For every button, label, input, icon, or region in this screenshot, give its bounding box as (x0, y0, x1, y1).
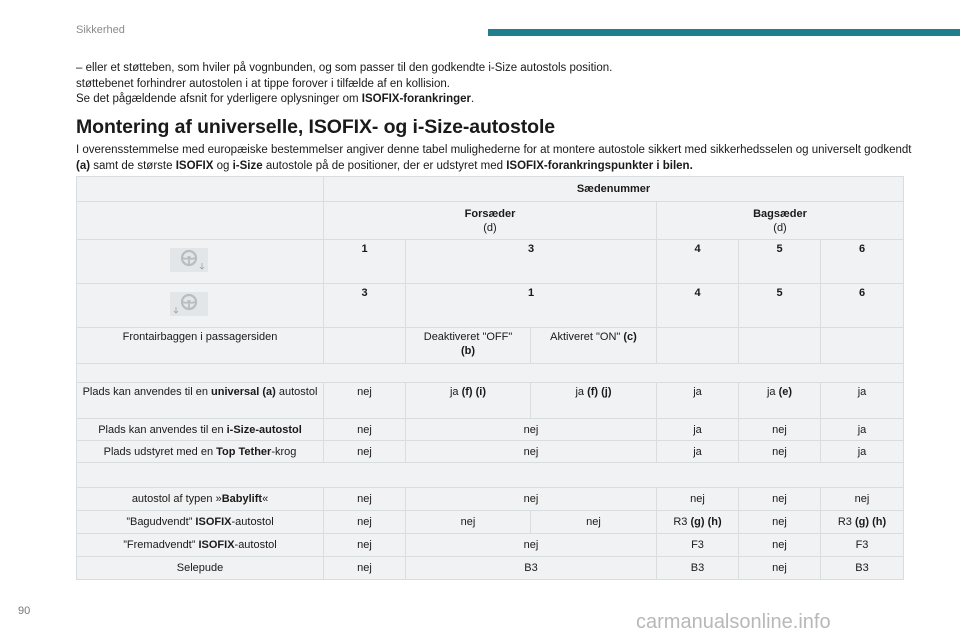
empty-cell (821, 328, 904, 364)
value-cell: nej (324, 557, 406, 580)
value-cell: ja (821, 419, 904, 441)
value-cell: nej (739, 488, 821, 511)
section-header: Sikkerhed (76, 24, 125, 36)
page-title: Montering af universelle, ISOFIX- og i-Size-autostole (76, 116, 556, 138)
page-number: 90 (18, 605, 31, 617)
value-note: (e) (778, 386, 793, 398)
steering-wheel-icon (170, 248, 208, 272)
label-text-end: autostol (275, 386, 318, 398)
value-text: R3 (673, 516, 691, 528)
watermark: carmanualsonline.info (636, 611, 831, 633)
empty-cell (77, 202, 324, 240)
value-cell: nej (324, 383, 406, 419)
seat-number-header: Sædenummer (324, 177, 904, 202)
value-cell: nej (324, 419, 406, 441)
label-text-end: -autostol (231, 516, 274, 528)
intro-line-3-end: . (471, 93, 475, 105)
pos-cell: 3 (324, 284, 406, 328)
value-note: (f) (j) (587, 386, 612, 398)
label-text: ”Bagudvendt” (126, 516, 196, 528)
airbag-off-note: (b) (460, 345, 476, 357)
airbag-on-note: (c) (623, 331, 637, 343)
label-text-end: -krog (271, 445, 297, 458)
label-bold: Top Tether (216, 445, 272, 458)
airbag-off-cell (406, 328, 531, 364)
pos-cell: 4 (657, 284, 739, 328)
value-cell: ja (657, 441, 739, 463)
airbag-on-text: Aktiveret "ON" (550, 331, 624, 343)
value-cell: nej (739, 441, 821, 463)
babylift-row (77, 488, 904, 511)
rear-seats-header (657, 202, 904, 240)
value-note: (f) (i) (461, 386, 487, 398)
value-cell: nej (324, 441, 406, 463)
value-cell: B3 (821, 557, 904, 580)
intro-line-3 (76, 92, 916, 108)
value-cell: nej (739, 419, 821, 441)
intro-line-1: – eller et støtteben, som hviler på vognbunden, og som passer til den godkendte i-Size autostols position. (76, 62, 613, 74)
value-cell (739, 383, 821, 419)
label-text: Plads kan anvendes til en (82, 386, 211, 398)
value-cell: B3 (406, 557, 657, 580)
spacer-cell (77, 463, 904, 488)
pos-cell: 6 (821, 240, 904, 284)
value-cell: ja (657, 383, 739, 419)
header-accent-bar (488, 29, 960, 36)
table-corner-cell (77, 177, 324, 202)
value-cell: nej (739, 534, 821, 557)
value-cell: nej (406, 511, 531, 534)
empty-cell (657, 328, 739, 364)
desc-text-2: samt de største (90, 159, 176, 172)
value-cell: nej (821, 488, 904, 511)
fremadvendt-label (77, 534, 324, 557)
intro-line-2: støttebenet forhindrer autostolen i at tippe forover i tilfælde af en kollision. (76, 77, 450, 90)
pos-cell: 6 (821, 284, 904, 328)
pos-cell: 1 (324, 240, 406, 284)
value-cell: B3 (657, 557, 739, 580)
value-cell: nej (324, 488, 406, 511)
desc-bold-4: ISOFIX-forankringspunkter i bilen. (506, 159, 693, 172)
value-note: (g) (h) (690, 516, 722, 528)
child-seat-table (76, 176, 904, 580)
value-cell (821, 511, 904, 534)
lhd-position-row (77, 240, 904, 284)
label-bold: ISOFIX (198, 539, 235, 551)
isize-label (77, 419, 324, 441)
rhd-icon-cell (77, 284, 324, 328)
value-cell: ja (821, 383, 904, 419)
value-cell (657, 511, 739, 534)
pos-cell: 4 (657, 240, 739, 284)
universal-row (77, 383, 904, 419)
value-note: (g) (h) (854, 516, 887, 528)
label-bold: ISOFIX (195, 516, 232, 528)
toptether-label (77, 441, 324, 463)
rear-seats-note: (d) (773, 221, 787, 234)
airbag-on-cell (531, 328, 657, 364)
seat-group-row (77, 202, 904, 240)
value-cell: ja (821, 441, 904, 463)
airbag-label: Frontairbaggen i passagersiden (77, 328, 324, 364)
value-text: ja (449, 386, 462, 398)
value-cell: nej (406, 534, 657, 557)
pos-cell: 1 (406, 284, 657, 328)
value-cell: nej (406, 441, 657, 463)
value-text: ja (766, 386, 779, 398)
value-cell: nej (531, 511, 657, 534)
front-seats-note: (d) (483, 221, 497, 234)
bagudvendt-row (77, 511, 904, 534)
value-text: R3 (837, 516, 855, 528)
desc-text-4: autostole på de positioner, der er udstyret med (262, 159, 507, 172)
desc-bold-3: i-Size (232, 159, 263, 172)
selepude-label: Selepude (77, 557, 324, 580)
empty-cell (739, 328, 821, 364)
spacer-cell (77, 364, 904, 383)
value-cell (531, 383, 657, 419)
intro-text (76, 61, 916, 108)
label-bold: i-Size-autostol (226, 423, 302, 436)
isofix-anchor-link: ISOFIX-forankringer (361, 93, 472, 105)
desc-text-1: I overensstemmelse med europæiske bestemmelser angiver denne tabel mulighederne for at montere autostole sikkert med sikkerhedsselen og universelt godkendt (76, 144, 912, 156)
value-cell: F3 (821, 534, 904, 557)
desc-bold-2: ISOFIX (175, 159, 214, 172)
value-cell: nej (657, 488, 739, 511)
steering-wheel-icon (170, 292, 208, 316)
selepude-row (77, 557, 904, 580)
pos-cell: 5 (739, 284, 821, 328)
airbag-off-text: Deaktiveret "OFF" (423, 331, 513, 343)
rear-seats-label: Bagsæder (753, 207, 807, 220)
value-cell: nej (739, 557, 821, 580)
lhd-icon-cell (77, 240, 324, 284)
toptether-row (77, 441, 904, 463)
description (76, 143, 916, 174)
front-seats-header (324, 202, 657, 240)
label-text: Plads kan anvendes til en (98, 423, 227, 436)
babylift-label (77, 488, 324, 511)
label-text-end: -autostol (234, 539, 277, 551)
value-cell: F3 (657, 534, 739, 557)
value-cell: nej (406, 488, 657, 511)
label-bold: Babylift (221, 493, 263, 505)
front-seats-label: Forsæder (464, 207, 516, 220)
value-cell: nej (739, 511, 821, 534)
table-header-row (77, 177, 904, 202)
label-bold: universal (a) (211, 386, 276, 398)
label-text: ”Fremadvendt” (123, 539, 199, 551)
value-cell: ja (657, 419, 739, 441)
empty-cell (324, 328, 406, 364)
value-cell: nej (406, 419, 657, 441)
label-text: Plads udstyret med en (103, 445, 217, 458)
rhd-position-row (77, 284, 904, 328)
value-cell: nej (324, 511, 406, 534)
label-text: autostol af typen » (131, 493, 222, 505)
value-cell: nej (324, 534, 406, 557)
airbag-row (77, 328, 904, 364)
value-cell (406, 383, 531, 419)
intro-line-3-text: Se det pågældende afsnit for yderligere oplysninger om (76, 93, 362, 105)
pos-cell: 5 (739, 240, 821, 284)
isize-row (77, 419, 904, 441)
bagudvendt-label (77, 511, 324, 534)
fremadvendt-row (77, 534, 904, 557)
spacer-row (77, 463, 904, 488)
value-text: ja (575, 386, 588, 398)
desc-text-3: og (213, 159, 233, 172)
spacer-row (77, 364, 904, 383)
universal-label (77, 383, 324, 419)
label-text-end: « (262, 493, 269, 505)
pos-cell: 3 (406, 240, 657, 284)
desc-bold-1: (a) (76, 159, 91, 172)
